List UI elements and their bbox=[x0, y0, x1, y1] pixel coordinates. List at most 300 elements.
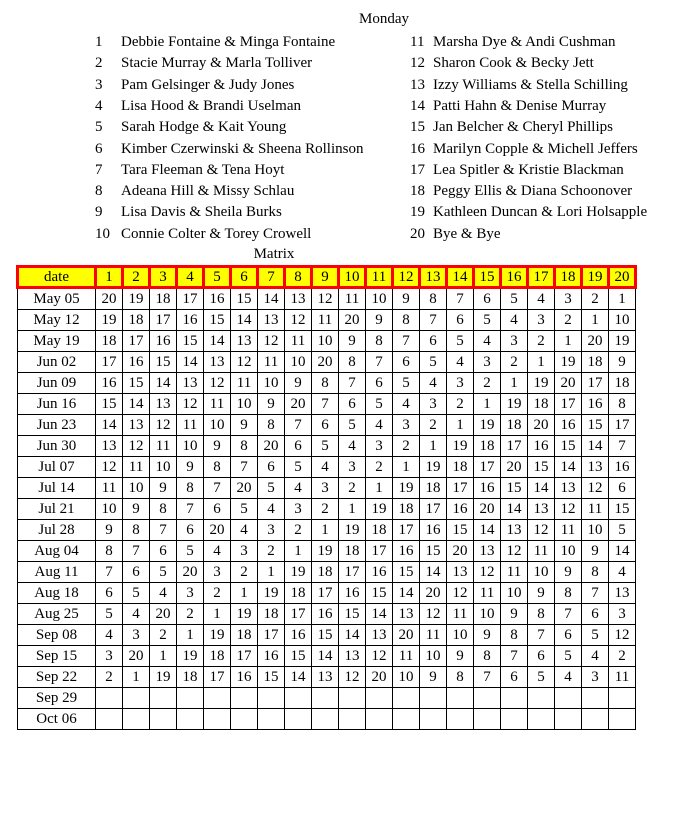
matrix-cell: 2 bbox=[447, 394, 474, 415]
matrix-cell: 13 bbox=[366, 625, 393, 646]
matrix-cell: 1 bbox=[177, 625, 204, 646]
matrix-cell: 7 bbox=[285, 415, 312, 436]
team-number: 13 bbox=[410, 76, 425, 93]
matrix-cell: 3 bbox=[285, 499, 312, 520]
matrix-cell: 18 bbox=[609, 373, 636, 394]
matrix-cell: 14 bbox=[501, 499, 528, 520]
matrix-cell bbox=[285, 709, 312, 730]
team-number: 1 bbox=[95, 34, 103, 50]
matrix-cell: 12 bbox=[582, 478, 609, 499]
matrix-cell: 1 bbox=[339, 499, 366, 520]
matrix-cell: 9 bbox=[447, 646, 474, 667]
matrix-cell: 13 bbox=[609, 583, 636, 604]
matrix-cell: 4 bbox=[258, 499, 285, 520]
matrix-cell bbox=[420, 709, 447, 730]
matrix-cell: 13 bbox=[204, 352, 231, 373]
matrix-cell: 7 bbox=[150, 520, 177, 541]
table-row bbox=[18, 373, 636, 394]
matrix-cell: 9 bbox=[177, 457, 204, 478]
matrix-cell: 8 bbox=[555, 583, 582, 604]
team-entry bbox=[410, 181, 695, 202]
matrix-cell: 10 bbox=[258, 373, 285, 394]
matrix-cell: 11 bbox=[123, 457, 150, 478]
matrix-cell bbox=[366, 688, 393, 709]
matrix-cell: 9 bbox=[555, 562, 582, 583]
matrix-cell: 11 bbox=[555, 520, 582, 541]
matrix-cell: 2 bbox=[96, 667, 123, 688]
matrix-cell: 4 bbox=[474, 331, 501, 352]
matrix-cell: 12 bbox=[528, 520, 555, 541]
matrix-cell: 20 bbox=[285, 394, 312, 415]
matrix-cell: 11 bbox=[150, 436, 177, 457]
matrix-cell: 3 bbox=[609, 604, 636, 625]
matrix-cell: 10 bbox=[393, 667, 420, 688]
matrix-cell: 15 bbox=[204, 310, 231, 331]
matrix-cell: 6 bbox=[447, 310, 474, 331]
team-name: Marsha Dye & Andi Cushman bbox=[433, 34, 616, 50]
matrix-cell: 16 bbox=[312, 604, 339, 625]
matrix-cell: 2 bbox=[528, 331, 555, 352]
matrix-cell: 12 bbox=[285, 310, 312, 331]
matrix-cell: 11 bbox=[447, 604, 474, 625]
matrix-cell: 6 bbox=[96, 583, 123, 604]
matrix-cell: 9 bbox=[474, 625, 501, 646]
matrix-cell: 9 bbox=[501, 604, 528, 625]
schedule-matrix bbox=[16, 265, 637, 730]
matrix-cell bbox=[501, 709, 528, 730]
team-name: Tara Fleeman & Tena Hoyt bbox=[121, 161, 285, 178]
matrix-cell bbox=[123, 688, 150, 709]
row-date-cell: Sep 29 bbox=[18, 688, 96, 709]
table-row bbox=[18, 709, 636, 730]
matrix-cell: 18 bbox=[285, 583, 312, 604]
matrix-cell: 8 bbox=[231, 436, 258, 457]
matrix-cell: 5 bbox=[339, 415, 366, 436]
table-row bbox=[18, 520, 636, 541]
matrix-cell: 3 bbox=[258, 520, 285, 541]
matrix-cell: 5 bbox=[555, 646, 582, 667]
matrix-cell: 8 bbox=[258, 415, 285, 436]
matrix-cell: 13 bbox=[150, 394, 177, 415]
matrix-cell bbox=[528, 688, 555, 709]
table-row bbox=[18, 394, 636, 415]
matrix-cell: 14 bbox=[204, 331, 231, 352]
team-entry bbox=[410, 139, 695, 160]
matrix-cell: 12 bbox=[447, 583, 474, 604]
matrix-cell: 18 bbox=[231, 625, 258, 646]
matrix-cell: 13 bbox=[177, 373, 204, 394]
matrix-cell: 9 bbox=[150, 478, 177, 499]
matrix-cell: 3 bbox=[96, 646, 123, 667]
matrix-cell: 17 bbox=[582, 373, 609, 394]
matrix-cell: 3 bbox=[177, 583, 204, 604]
matrix-header-row bbox=[18, 267, 636, 288]
header-team-cell: 14 bbox=[447, 267, 474, 288]
matrix-cell: 15 bbox=[123, 373, 150, 394]
row-date-cell: Jul 14 bbox=[18, 478, 96, 499]
row-date-cell: Aug 18 bbox=[18, 583, 96, 604]
matrix-cell: 18 bbox=[204, 646, 231, 667]
team-name: Adeana Hill & Missy Schlau bbox=[121, 183, 295, 200]
matrix-cell: 5 bbox=[177, 541, 204, 562]
matrix-cell: 14 bbox=[96, 415, 123, 436]
matrix-cell: 15 bbox=[555, 436, 582, 457]
team-entry bbox=[410, 160, 695, 181]
team-entry bbox=[410, 53, 695, 74]
matrix-cell: 20 bbox=[312, 352, 339, 373]
header-team-cell: 15 bbox=[474, 267, 501, 288]
table-row bbox=[18, 541, 636, 562]
matrix-cell: 9 bbox=[96, 520, 123, 541]
matrix-cell: 16 bbox=[123, 352, 150, 373]
matrix-cell: 19 bbox=[555, 352, 582, 373]
matrix-cell: 20 bbox=[204, 520, 231, 541]
matrix-cell: 12 bbox=[123, 436, 150, 457]
matrix-cell: 18 bbox=[501, 415, 528, 436]
matrix-cell: 4 bbox=[393, 394, 420, 415]
matrix-cell: 2 bbox=[258, 541, 285, 562]
matrix-cell: 11 bbox=[393, 646, 420, 667]
matrix-cell: 2 bbox=[393, 436, 420, 457]
matrix-cell: 1 bbox=[231, 583, 258, 604]
row-date-cell: Jun 30 bbox=[18, 436, 96, 457]
team-number: 17 bbox=[410, 161, 425, 178]
header-team-cell: 1 bbox=[96, 267, 123, 288]
matrix-cell: 2 bbox=[339, 478, 366, 499]
matrix-cell: 11 bbox=[231, 373, 258, 394]
matrix-cell: 3 bbox=[312, 478, 339, 499]
matrix-cell: 20 bbox=[123, 646, 150, 667]
matrix-cell bbox=[312, 688, 339, 709]
matrix-cell: 15 bbox=[582, 415, 609, 436]
matrix-cell: 19 bbox=[96, 310, 123, 331]
matrix-cell: 17 bbox=[339, 562, 366, 583]
team-name: Izzy Williams & Stella Schilling bbox=[433, 76, 628, 93]
matrix-cell bbox=[339, 709, 366, 730]
matrix-cell: 6 bbox=[366, 373, 393, 394]
table-row bbox=[18, 415, 636, 436]
matrix-cell bbox=[204, 709, 231, 730]
header-team-cell: 4 bbox=[177, 267, 204, 288]
matrix-cell bbox=[555, 688, 582, 709]
matrix-cell: 17 bbox=[177, 288, 204, 310]
matrix-cell: 1 bbox=[123, 667, 150, 688]
matrix-cell: 6 bbox=[501, 667, 528, 688]
matrix-cell: 1 bbox=[312, 520, 339, 541]
matrix-cell: 17 bbox=[123, 331, 150, 352]
matrix-cell: 10 bbox=[555, 541, 582, 562]
matrix-cell: 13 bbox=[501, 520, 528, 541]
matrix-cell: 8 bbox=[528, 604, 555, 625]
matrix-cell: 1 bbox=[150, 646, 177, 667]
header-team-cell: 18 bbox=[555, 267, 582, 288]
matrix-cell: 19 bbox=[231, 604, 258, 625]
matrix-cell: 6 bbox=[177, 520, 204, 541]
matrix-cell: 8 bbox=[393, 310, 420, 331]
matrix-cell: 12 bbox=[339, 667, 366, 688]
matrix-cell: 10 bbox=[582, 520, 609, 541]
team-number: 14 bbox=[410, 97, 425, 114]
matrix-cell: 6 bbox=[555, 625, 582, 646]
matrix-cell: 2 bbox=[312, 499, 339, 520]
matrix-cell: 4 bbox=[312, 457, 339, 478]
matrix-cell: 13 bbox=[474, 541, 501, 562]
matrix-cell: 14 bbox=[420, 562, 447, 583]
matrix-cell: 5 bbox=[474, 310, 501, 331]
matrix-cell: 20 bbox=[150, 604, 177, 625]
team-number: 8 bbox=[95, 183, 103, 200]
matrix-cell: 4 bbox=[447, 352, 474, 373]
matrix-cell: 6 bbox=[609, 478, 636, 499]
matrix-cell: 18 bbox=[582, 352, 609, 373]
team-entry bbox=[95, 32, 395, 53]
matrix-cell: 12 bbox=[555, 499, 582, 520]
matrix-cell: 20 bbox=[582, 331, 609, 352]
matrix-cell: 9 bbox=[285, 373, 312, 394]
matrix-cell: 19 bbox=[528, 373, 555, 394]
row-date-cell: Oct 06 bbox=[18, 709, 96, 730]
matrix-cell: 2 bbox=[285, 520, 312, 541]
matrix-cell: 19 bbox=[177, 646, 204, 667]
matrix-cell: 19 bbox=[312, 541, 339, 562]
matrix-cell: 1 bbox=[501, 373, 528, 394]
matrix-cell: 9 bbox=[582, 541, 609, 562]
matrix-cell bbox=[393, 688, 420, 709]
matrix-cell: 4 bbox=[96, 625, 123, 646]
team-name: Patti Hahn & Denise Murray bbox=[433, 97, 607, 114]
team-name: Lisa Davis & Sheila Burks bbox=[121, 204, 282, 221]
matrix-cell: 10 bbox=[285, 352, 312, 373]
matrix-cell: 10 bbox=[528, 562, 555, 583]
team-number: 3 bbox=[95, 76, 103, 93]
matrix-cell: 11 bbox=[609, 667, 636, 688]
matrix-cell: 2 bbox=[582, 288, 609, 310]
matrix-cell: 6 bbox=[204, 499, 231, 520]
matrix-cell: 7 bbox=[474, 667, 501, 688]
matrix-cell: 15 bbox=[393, 562, 420, 583]
matrix-cell: 17 bbox=[501, 436, 528, 457]
matrix-cell: 18 bbox=[474, 436, 501, 457]
matrix-cell: 20 bbox=[501, 457, 528, 478]
matrix-cell: 10 bbox=[150, 457, 177, 478]
matrix-cell: 9 bbox=[339, 331, 366, 352]
header-team-cell: 20 bbox=[609, 267, 636, 288]
matrix-cell: 4 bbox=[501, 310, 528, 331]
matrix-cell: 16 bbox=[474, 478, 501, 499]
matrix-cell: 16 bbox=[285, 625, 312, 646]
matrix-cell: 10 bbox=[312, 331, 339, 352]
matrix-cell: 5 bbox=[285, 457, 312, 478]
matrix-cell: 12 bbox=[474, 562, 501, 583]
matrix-cell: 4 bbox=[366, 415, 393, 436]
matrix-cell: 14 bbox=[312, 646, 339, 667]
team-entry bbox=[410, 96, 695, 117]
matrix-cell: 6 bbox=[150, 541, 177, 562]
matrix-cell: 16 bbox=[555, 415, 582, 436]
matrix-cell: 11 bbox=[177, 415, 204, 436]
matrix-cell: 14 bbox=[582, 436, 609, 457]
matrix-cell: 16 bbox=[339, 583, 366, 604]
matrix-cell: 14 bbox=[555, 457, 582, 478]
matrix-cell: 4 bbox=[609, 562, 636, 583]
matrix-cell: 19 bbox=[366, 499, 393, 520]
team-name: Bye & Bye bbox=[433, 225, 501, 242]
matrix-cell: 18 bbox=[420, 478, 447, 499]
matrix-cell bbox=[609, 688, 636, 709]
matrix-cell: 5 bbox=[420, 352, 447, 373]
matrix-cell: 5 bbox=[231, 499, 258, 520]
matrix-cell bbox=[96, 688, 123, 709]
row-date-cell: May 19 bbox=[18, 331, 96, 352]
matrix-cell: 16 bbox=[204, 288, 231, 310]
matrix-cell: 12 bbox=[177, 394, 204, 415]
matrix-cell: 7 bbox=[501, 646, 528, 667]
table-row bbox=[18, 583, 636, 604]
matrix-cell: 10 bbox=[177, 436, 204, 457]
matrix-cell: 20 bbox=[177, 562, 204, 583]
team-name: Pam Gelsinger & Judy Jones bbox=[121, 76, 295, 93]
matrix-cell bbox=[420, 688, 447, 709]
matrix-cell: 20 bbox=[231, 478, 258, 499]
matrix-cell bbox=[123, 709, 150, 730]
matrix-cell: 1 bbox=[393, 457, 420, 478]
matrix-cell: 11 bbox=[420, 625, 447, 646]
matrix-cell bbox=[339, 688, 366, 709]
matrix-cell: 5 bbox=[582, 625, 609, 646]
matrix-cell: 12 bbox=[231, 352, 258, 373]
matrix-cell: 2 bbox=[150, 625, 177, 646]
table-row bbox=[18, 604, 636, 625]
matrix-cell bbox=[231, 709, 258, 730]
matrix-cell: 7 bbox=[177, 499, 204, 520]
matrix-cell: 6 bbox=[474, 288, 501, 310]
matrix-cell: 16 bbox=[258, 646, 285, 667]
matrix-cell: 7 bbox=[231, 457, 258, 478]
header-team-cell: 11 bbox=[366, 267, 393, 288]
matrix-cell: 15 bbox=[528, 457, 555, 478]
matrix-cell: 10 bbox=[447, 625, 474, 646]
matrix-cell: 12 bbox=[96, 457, 123, 478]
team-entry bbox=[95, 224, 395, 245]
matrix-cell: 3 bbox=[204, 562, 231, 583]
matrix-cell bbox=[366, 709, 393, 730]
team-entry bbox=[95, 75, 395, 96]
matrix-cell: 8 bbox=[312, 373, 339, 394]
matrix-cell: 2 bbox=[474, 373, 501, 394]
matrix-cell: 19 bbox=[393, 478, 420, 499]
matrix-cell: 13 bbox=[258, 310, 285, 331]
matrix-cell: 13 bbox=[555, 478, 582, 499]
matrix-cell: 5 bbox=[528, 667, 555, 688]
matrix-cell: 17 bbox=[393, 520, 420, 541]
matrix-cell: 5 bbox=[123, 583, 150, 604]
matrix-cell: 13 bbox=[582, 457, 609, 478]
team-entry bbox=[95, 96, 395, 117]
matrix-cell: 12 bbox=[150, 415, 177, 436]
header-team-cell: 3 bbox=[150, 267, 177, 288]
table-row bbox=[18, 478, 636, 499]
matrix-cell: 16 bbox=[231, 667, 258, 688]
matrix-cell: 7 bbox=[339, 373, 366, 394]
team-name: Lisa Hood & Brandi Uselman bbox=[121, 97, 301, 114]
matrix-cell: 20 bbox=[447, 541, 474, 562]
matrix-cell: 5 bbox=[258, 478, 285, 499]
matrix-cell bbox=[447, 709, 474, 730]
team-entry bbox=[410, 117, 695, 138]
matrix-cell: 9 bbox=[393, 288, 420, 310]
matrix-cell: 1 bbox=[285, 541, 312, 562]
row-date-cell: Sep 15 bbox=[18, 646, 96, 667]
matrix-cell bbox=[312, 709, 339, 730]
matrix-cell: 18 bbox=[528, 394, 555, 415]
table-row bbox=[18, 457, 636, 478]
matrix-cell bbox=[474, 688, 501, 709]
matrix-cell: 17 bbox=[204, 667, 231, 688]
team-name: Connie Colter & Torey Crowell bbox=[121, 225, 312, 242]
matrix-cell: 16 bbox=[393, 541, 420, 562]
matrix-cell: 1 bbox=[258, 562, 285, 583]
matrix-cell: 12 bbox=[420, 604, 447, 625]
matrix-cell: 20 bbox=[555, 373, 582, 394]
matrix-cell: 8 bbox=[366, 331, 393, 352]
matrix-cell: 7 bbox=[555, 604, 582, 625]
matrix-cell: 1 bbox=[366, 478, 393, 499]
matrix-cell bbox=[582, 709, 609, 730]
matrix-cell: 4 bbox=[528, 288, 555, 310]
matrix-cell: 20 bbox=[474, 499, 501, 520]
matrix-cell: 20 bbox=[339, 310, 366, 331]
matrix-cell: 18 bbox=[96, 331, 123, 352]
matrix-cell: 19 bbox=[420, 457, 447, 478]
matrix-cell: 17 bbox=[555, 394, 582, 415]
matrix-cell: 17 bbox=[258, 625, 285, 646]
matrix-cell: 6 bbox=[285, 436, 312, 457]
matrix-cell bbox=[177, 709, 204, 730]
matrix-cell: 7 bbox=[393, 331, 420, 352]
matrix-cell: 4 bbox=[150, 583, 177, 604]
matrix-cell: 5 bbox=[447, 331, 474, 352]
matrix-cell: 11 bbox=[312, 310, 339, 331]
matrix-cell: 8 bbox=[420, 288, 447, 310]
matrix-cell: 2 bbox=[609, 646, 636, 667]
row-date-cell: Aug 25 bbox=[18, 604, 96, 625]
matrix-cell: 13 bbox=[96, 436, 123, 457]
matrix-cell: 20 bbox=[420, 583, 447, 604]
matrix-cell: 10 bbox=[609, 310, 636, 331]
matrix-cell: 15 bbox=[366, 583, 393, 604]
matrix-cell: 13 bbox=[285, 288, 312, 310]
matrix-cell: 1 bbox=[528, 352, 555, 373]
matrix-cell: 15 bbox=[150, 352, 177, 373]
matrix-cell: 14 bbox=[123, 394, 150, 415]
team-number: 4 bbox=[95, 97, 103, 114]
matrix-cell: 8 bbox=[582, 562, 609, 583]
matrix-cell: 14 bbox=[366, 604, 393, 625]
matrix-cell: 1 bbox=[555, 331, 582, 352]
matrix-cell: 12 bbox=[312, 288, 339, 310]
matrix-cell: 10 bbox=[366, 288, 393, 310]
matrix-cell bbox=[501, 688, 528, 709]
row-date-cell: Jul 07 bbox=[18, 457, 96, 478]
matrix-cell: 5 bbox=[96, 604, 123, 625]
table-row bbox=[18, 625, 636, 646]
matrix-cell: 10 bbox=[231, 394, 258, 415]
matrix-cell: 6 bbox=[582, 604, 609, 625]
matrix-cell: 18 bbox=[177, 667, 204, 688]
matrix-cell: 20 bbox=[393, 625, 420, 646]
matrix-cell bbox=[528, 709, 555, 730]
matrix-cell: 16 bbox=[447, 499, 474, 520]
